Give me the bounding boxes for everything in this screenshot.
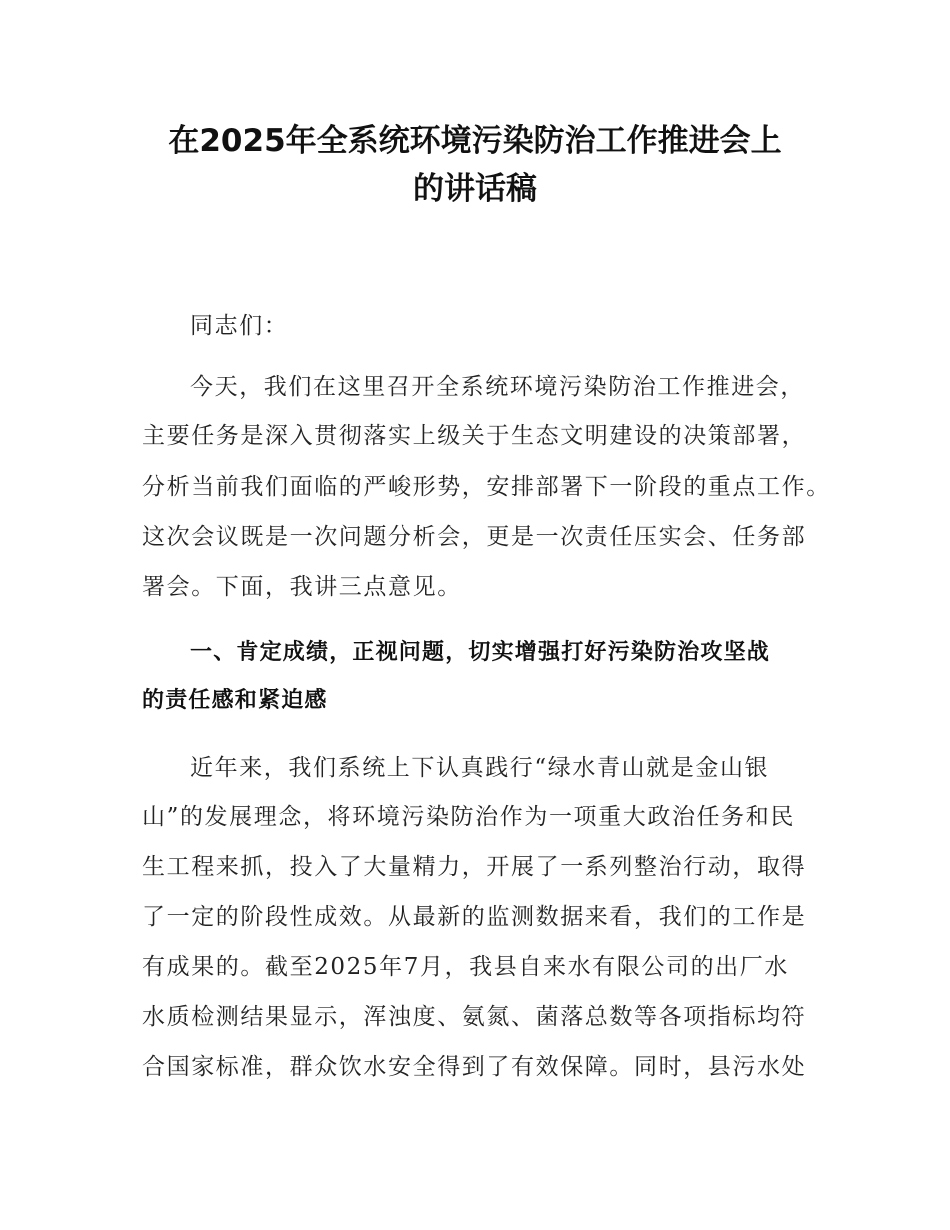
paragraph-2-line: 水质检测结果显示，浑浊度、氨氮、菌落总数等各项指标均符 (142, 1004, 807, 1030)
paragraph-2-line: 合国家标准，群众饮水安全得到了有效保障。同时，县污水处 (142, 1054, 807, 1080)
paragraph-1-line: 分析当前我们面临的严峻形势，安排部署下一阶段的重点工作。 (142, 474, 831, 500)
document-title-line-1: 在2025年全系统环境污染防治工作推进会上 (168, 123, 782, 159)
paragraph-1-line: 主要任务是深入贯彻落实上级关于生态文明建设的决策部署， (142, 423, 807, 449)
paragraph-1-line: 今天，我们在这里召开全系统环境污染防治工作推进会， (190, 374, 805, 400)
salutation: 同志们： (190, 313, 289, 339)
paragraph-2-line: 有成果的。截至2025年7月，我县自来水有限公司的出厂水 (142, 954, 789, 980)
paragraph-1-line: 署会。下面，我讲三点意见。 (142, 574, 462, 600)
paragraph-2-line: 山”的发展理念，将环境污染防治作为一项重大政治任务和民 (142, 804, 795, 830)
paragraph-2-line: 生工程来抓，投入了大量精力，开展了一系列整治行动，取得 (142, 854, 807, 880)
paragraph-2-line: 了一定的阶段性成效。从最新的监测数据来看，我们的工作是 (142, 904, 807, 930)
paragraph-2-line: 近年来，我们系统上下认真践行“绿水青山就是金山银 (190, 755, 770, 781)
section-heading-1-line-1: 一、肯定成绩，正视问题，切实增强打好污染防治攻坚战 (190, 640, 771, 665)
document-title-line-2: 的讲话稿 (413, 171, 537, 207)
section-heading-1-line-2: 的责任感和紧迫感 (142, 688, 328, 713)
paragraph-1-line: 这次会议既是一次问题分析会，更是一次责任压实会、任务部 (142, 524, 807, 550)
